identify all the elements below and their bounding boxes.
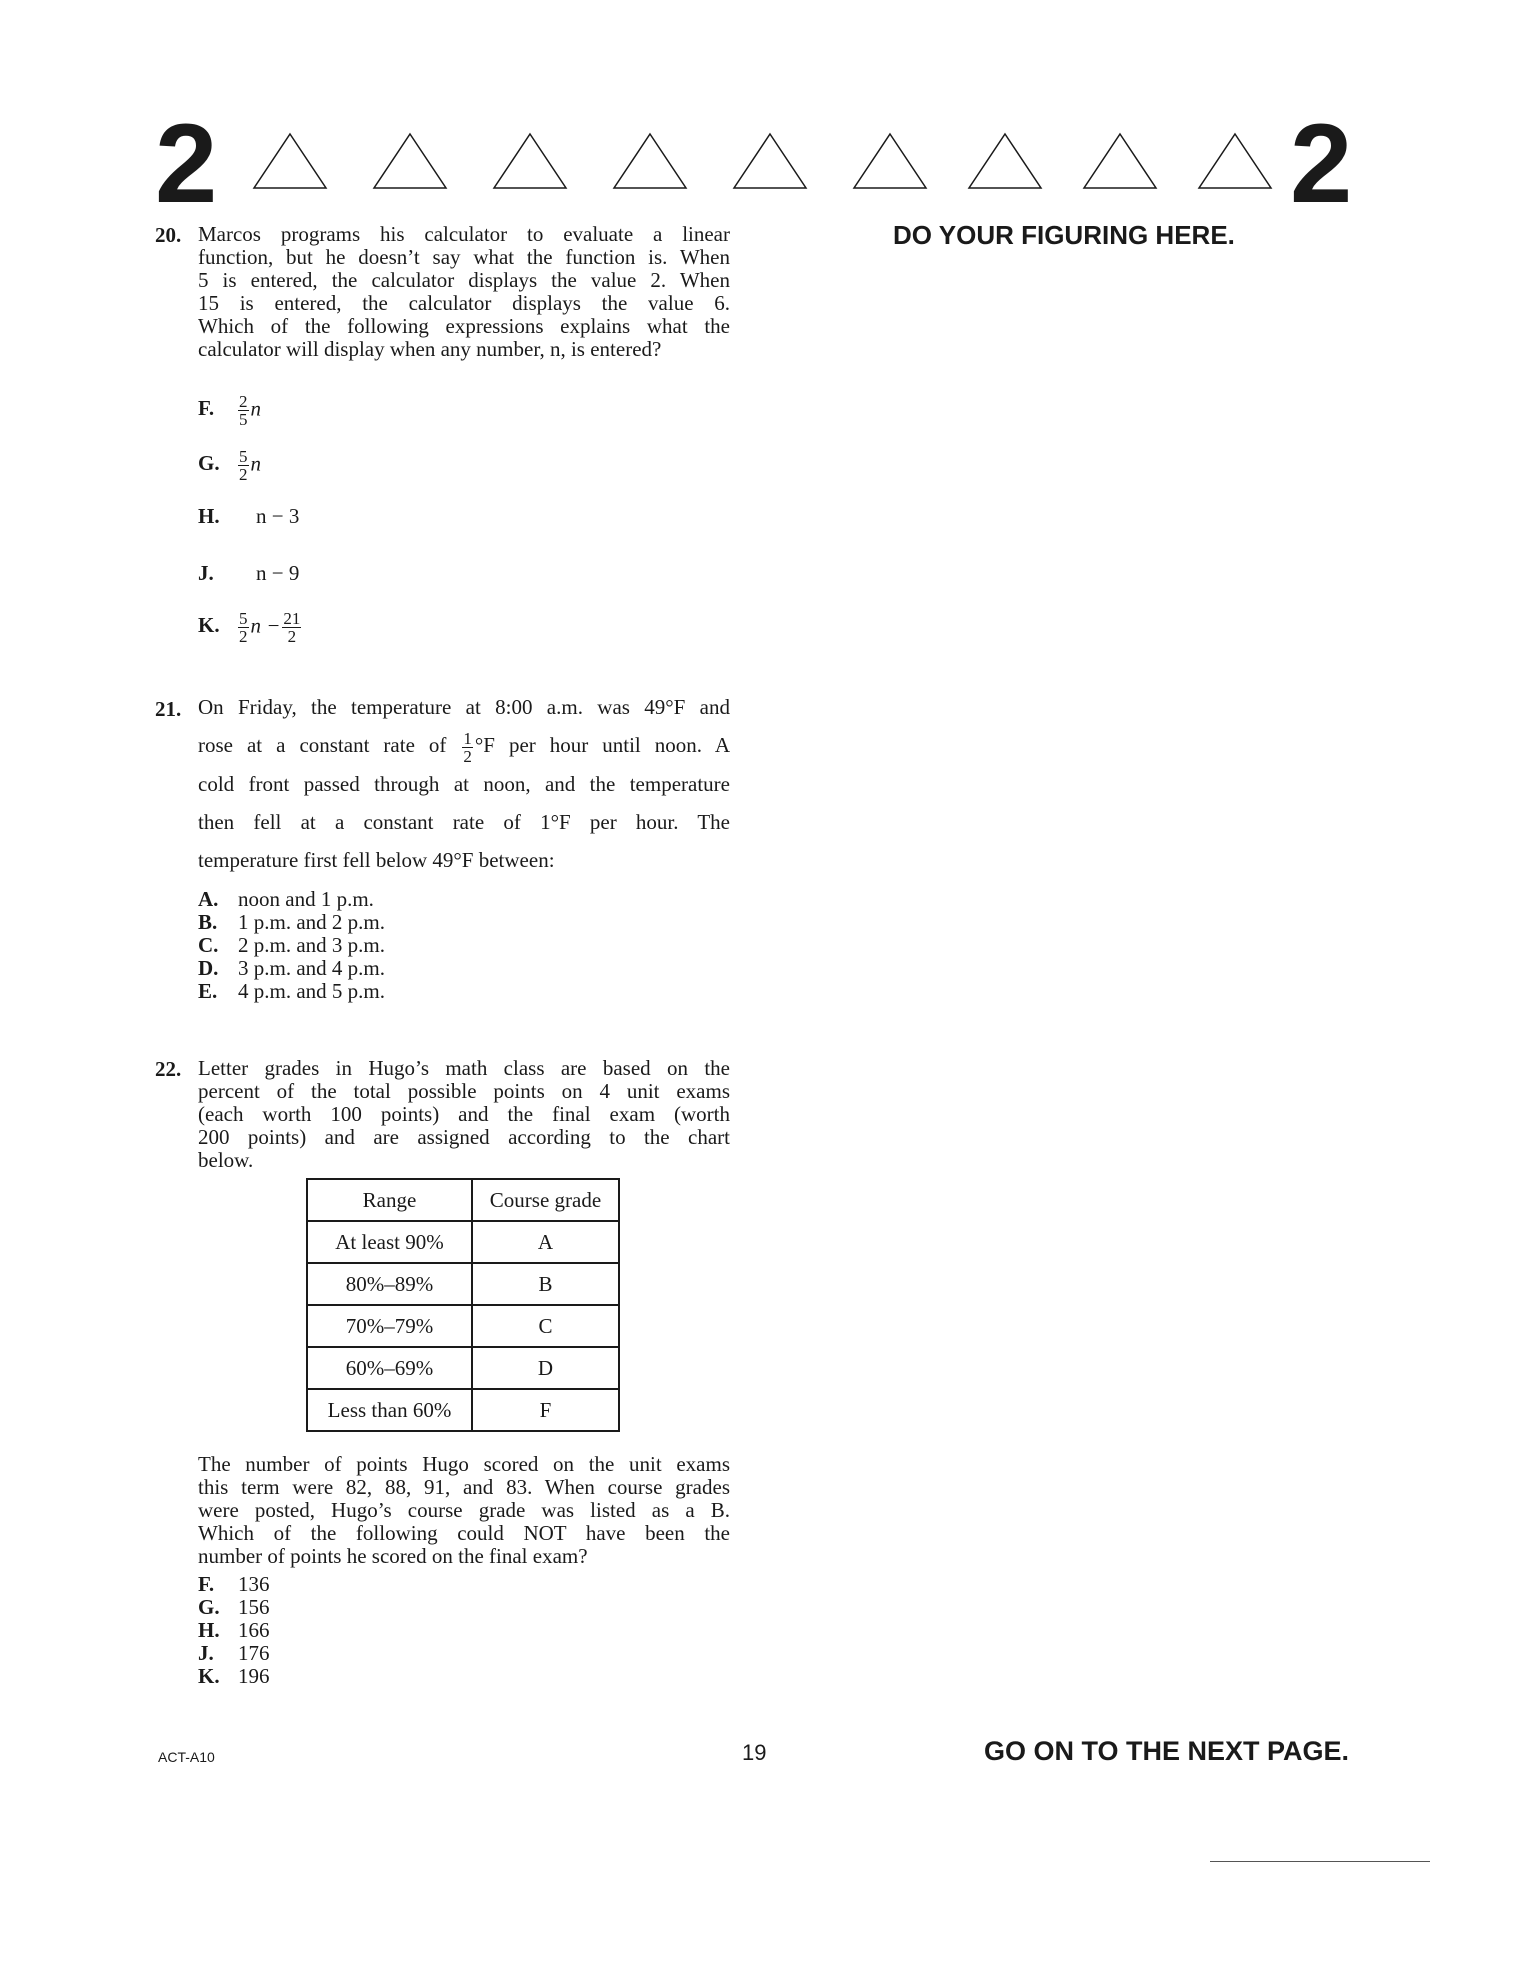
table-cell: D bbox=[472, 1347, 619, 1389]
table-header: Range bbox=[307, 1179, 472, 1221]
table-cell: 70%–79% bbox=[307, 1305, 472, 1347]
text-line: then fell at a constant rate of 1°F per hour. The bbox=[198, 809, 730, 834]
table-cell: F bbox=[472, 1389, 619, 1431]
divider bbox=[1210, 1861, 1430, 1862]
triangle-icon bbox=[965, 130, 1045, 192]
option-letter: K. bbox=[198, 613, 220, 638]
option-text: n − 9 bbox=[256, 561, 300, 585]
section-number-right: 2 bbox=[1290, 101, 1353, 226]
question-number: 21. bbox=[155, 697, 182, 721]
text-line: 15 is entered, the calculator displays the value 6. bbox=[198, 291, 730, 315]
answer-option-f[interactable] bbox=[198, 1573, 270, 1596]
option-letter: A. bbox=[198, 887, 219, 911]
triangle-icon bbox=[490, 130, 570, 192]
fraction: $\frac{5}{2}$ bbox=[239, 447, 248, 484]
answer-option-h[interactable] bbox=[198, 505, 299, 528]
triangle-icon bbox=[610, 130, 690, 192]
question-22-text bbox=[198, 1057, 730, 1172]
option-letter: E. bbox=[198, 979, 218, 1003]
triangle-icon bbox=[1080, 130, 1160, 192]
answer-option-b[interactable] bbox=[198, 911, 385, 934]
text-line: function, but he doesn’t say what the function is. When bbox=[198, 245, 730, 269]
text-line: The number of points Hugo scored on the unit exams bbox=[198, 1452, 730, 1476]
question-number: 20. bbox=[155, 223, 182, 247]
answer-option-f[interactable]: F. $\frac{2}{5}$ n bbox=[198, 392, 261, 429]
option-text: n − 3 bbox=[256, 504, 300, 528]
fraction: $\frac{21}{2}$ bbox=[283, 609, 301, 646]
table-cell: Less than 60% bbox=[307, 1389, 472, 1431]
table-row bbox=[307, 1221, 619, 1263]
table-header: Course grade bbox=[472, 1179, 619, 1221]
text-line: calculator will display when any number, n, is entered? bbox=[198, 337, 662, 361]
triangle-icon bbox=[370, 130, 450, 192]
table-row bbox=[307, 1389, 619, 1431]
table-row bbox=[307, 1347, 619, 1389]
option-letter: K. bbox=[198, 1664, 220, 1688]
question-21-text bbox=[198, 688, 730, 879]
text-line: (each worth 100 points) and the final exam (worth bbox=[198, 1102, 730, 1126]
form-code: ACT-A10 bbox=[158, 1749, 215, 1765]
text-line: Marcos programs his calculator to evaluate a linear bbox=[198, 222, 730, 246]
next-page-label: GO ON TO THE NEXT PAGE. bbox=[984, 1736, 1350, 1766]
answer-option-k[interactable]: K. $\frac{5}{2}$ n − $\frac{21}{2}$ bbox=[198, 609, 301, 646]
answer-option-a[interactable] bbox=[198, 888, 374, 911]
option-text: noon and 1 p.m. bbox=[238, 887, 374, 911]
option-letter: J. bbox=[198, 1641, 214, 1665]
triangle-icon bbox=[730, 130, 810, 192]
text-line: rose at a constant rate of $\frac{1}{2}$ °F per hour until noon. A bbox=[198, 728, 730, 766]
answer-option-d[interactable] bbox=[198, 957, 385, 980]
triangle-icon bbox=[250, 130, 330, 192]
option-letter: C. bbox=[198, 933, 219, 957]
option-text: 166 bbox=[238, 1618, 270, 1642]
option-letter: G. bbox=[198, 1595, 220, 1619]
option-letter: F. bbox=[198, 396, 215, 421]
figuring-label: DO YOUR FIGURING HERE. bbox=[893, 220, 1235, 250]
text-line: this term were 82, 88, 91, and 83. When course grades bbox=[198, 1475, 730, 1499]
answer-option-j[interactable] bbox=[198, 562, 299, 585]
option-text: 156 bbox=[238, 1595, 270, 1619]
question-number: 22. bbox=[155, 1057, 182, 1081]
triangle-icon bbox=[1195, 130, 1275, 192]
option-letter: B. bbox=[198, 910, 218, 934]
section-number-left: 2 bbox=[155, 101, 218, 226]
text-line: were posted, Hugo’s course grade was listed as a B. bbox=[198, 1498, 730, 1522]
answer-option-g[interactable] bbox=[198, 1596, 270, 1619]
triangle-icon bbox=[850, 130, 930, 192]
fraction: $\frac{1}{2}$ bbox=[463, 728, 472, 766]
option-letter: G. bbox=[198, 451, 220, 476]
option-text: 176 bbox=[238, 1641, 270, 1665]
answer-option-c[interactable] bbox=[198, 934, 385, 957]
option-text: 196 bbox=[238, 1664, 270, 1688]
answer-option-e[interactable] bbox=[198, 980, 385, 1003]
text-line: 5 is entered, the calculator displays the value 2. When bbox=[198, 268, 730, 292]
answer-option-h[interactable] bbox=[198, 1619, 270, 1642]
text-line: 200 points) and are assigned according to the chart bbox=[198, 1125, 730, 1149]
table-cell: 80%–89% bbox=[307, 1263, 472, 1305]
page-number: 19 bbox=[742, 1740, 767, 1765]
option-letter: J. bbox=[198, 561, 214, 585]
text-line: Which of the following could NOT have been the bbox=[198, 1521, 730, 1545]
table-cell: At least 90% bbox=[307, 1221, 472, 1263]
option-text: 2 p.m. and 3 p.m. bbox=[238, 933, 385, 957]
option-text: 3 p.m. and 4 p.m. bbox=[238, 956, 385, 980]
fraction: $\frac{5}{2}$ bbox=[239, 609, 248, 646]
option-text: 136 bbox=[238, 1572, 270, 1596]
table-cell: B bbox=[472, 1263, 619, 1305]
option-letter: H. bbox=[198, 504, 220, 528]
option-letter: F. bbox=[198, 1572, 215, 1596]
grade-chart-table bbox=[306, 1178, 620, 1432]
question-22-followup bbox=[198, 1453, 730, 1568]
table-cell: A bbox=[472, 1221, 619, 1263]
answer-option-j[interactable] bbox=[198, 1642, 270, 1665]
text-line: number of points he scored on the final exam? bbox=[198, 1544, 588, 1568]
option-text: 1 p.m. and 2 p.m. bbox=[238, 910, 385, 934]
fraction: $\frac{2}{5}$ bbox=[239, 392, 248, 429]
text-line: cold front passed through at noon, and the temperature bbox=[198, 771, 730, 796]
table-row bbox=[307, 1305, 619, 1347]
text-line: below. bbox=[198, 1148, 254, 1172]
question-20-text bbox=[198, 223, 730, 361]
text-line: On Friday, the temperature at 8:00 a.m. was 49°F and bbox=[198, 695, 730, 719]
option-text: 4 p.m. and 5 p.m. bbox=[238, 979, 385, 1003]
option-letter: H. bbox=[198, 1618, 220, 1642]
text-line: Letter grades in Hugo’s math class are based on the bbox=[198, 1056, 730, 1080]
option-letter: D. bbox=[198, 956, 219, 980]
text-line: Which of the following expressions explains what the bbox=[198, 314, 730, 338]
text-line: temperature first fell below 49°F between: bbox=[198, 847, 555, 872]
table-cell: 60%–69% bbox=[307, 1347, 472, 1389]
answer-option-k[interactable] bbox=[198, 1665, 270, 1688]
table-cell: C bbox=[472, 1305, 619, 1347]
text-line: percent of the total possible points on 4 unit exams bbox=[198, 1079, 730, 1103]
table-header-row bbox=[307, 1179, 619, 1221]
answer-option-g[interactable]: G. $\frac{5}{2}$ n bbox=[198, 447, 261, 484]
table-row bbox=[307, 1263, 619, 1305]
